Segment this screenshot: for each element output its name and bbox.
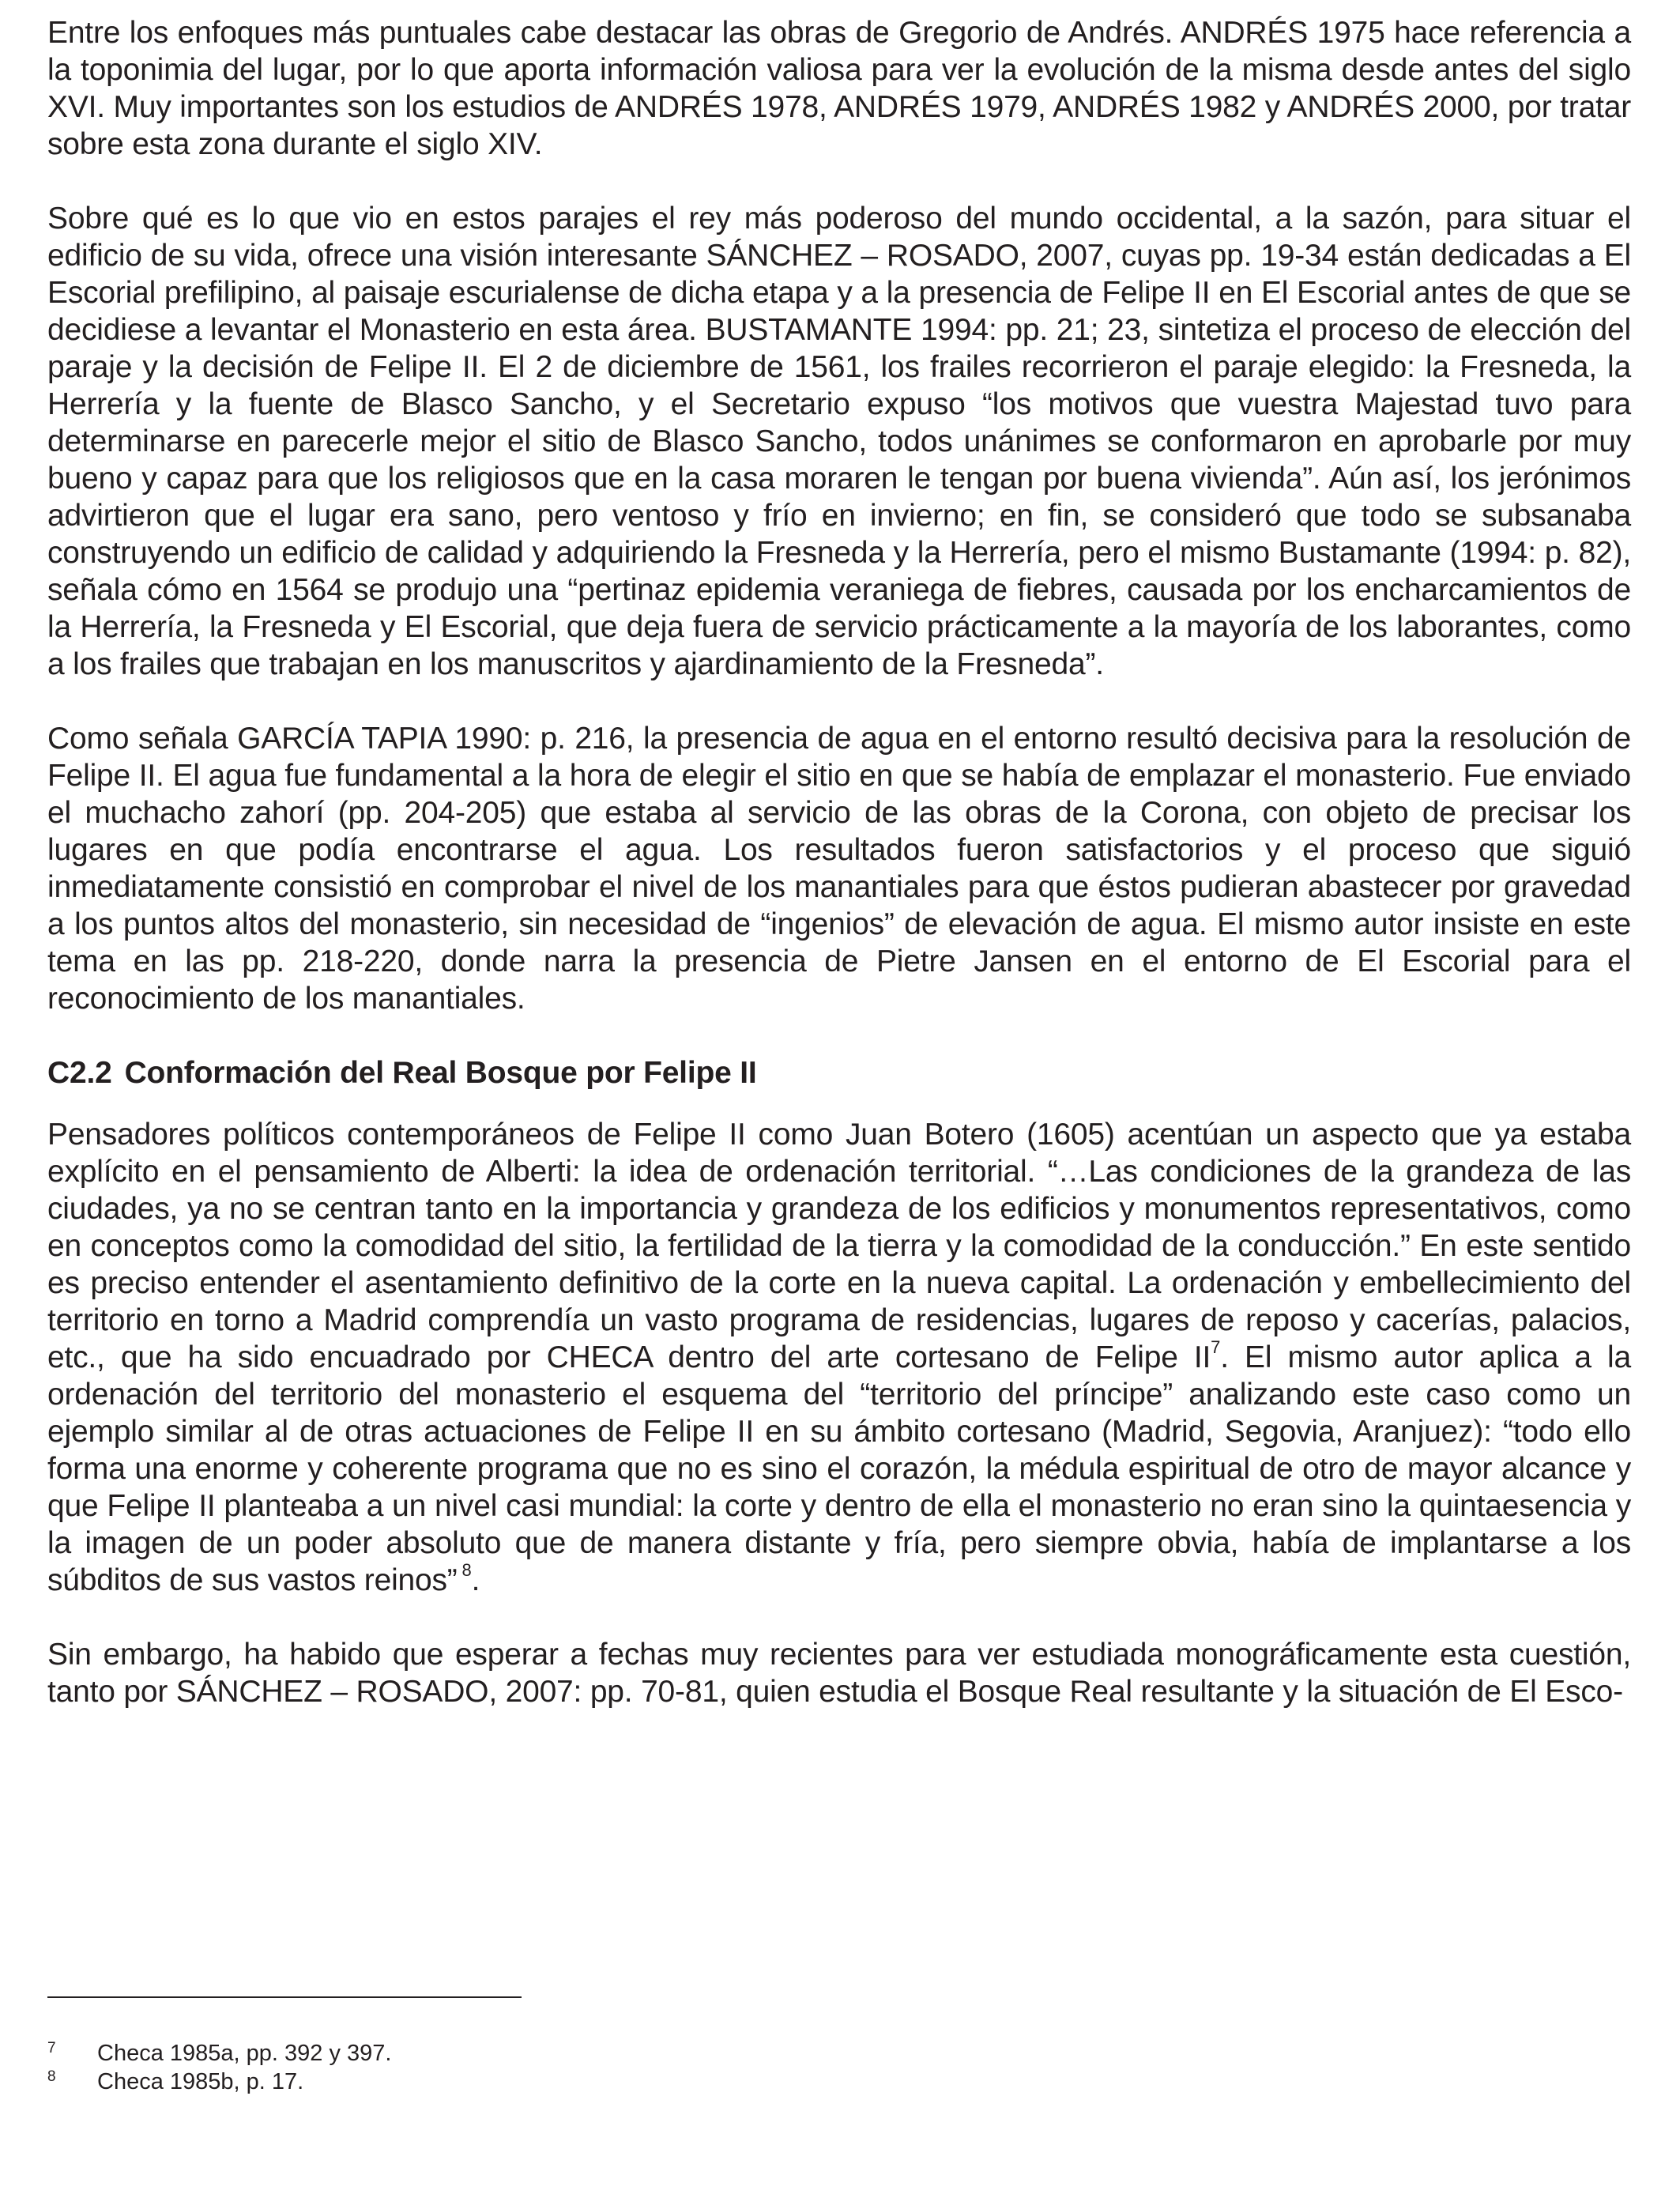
footnote-7 [47,2039,996,2068]
section-title: Conformación del Real Bosque por Felipe II [124,1056,757,1090]
document-body [47,14,1631,1710]
paragraph-recent-studies: Sin embargo, ha habido que esperar a fechas muy recientes para ver estudiada monográficamente esta cuestión, tanto por SÁNCHEZ – ROSADO, 2007: pp. 70-81, quien estudia el Bosque Real resultante y la situación de El Esco- [47,1638,1631,1709]
paragraph-water-presence: Como señala GARCÍA TAPIA 1990: p. 216, la presencia de agua en el entorno resultó decisiva para la resolución de Felipe II. El agua fue fundamental a la hora de elegir el sitio en que se había de emplazar el monasterio. Fue enviado el muchacho zahorí (pp. 204-205) que estaba al servicio de las obras de la Corona, con objeto de precisar los lugares en que podía encontrarse el agua. Los resultados fueron satisfactorios y el proceso que siguió inmediatamente consistió en comprobar el nivel de los manantiales para que éstos pudieran abastecer por gravedad a los puntos altos del monasterio, sin necesidad de “ingenios” de elevación de agua. El mismo autor insiste en este tema en las pp. 218-220, donde narra la presencia de Pietre Jansen en el entorno de El Escorial para el reconocimiento de los manantiales. [47,722,1631,1016]
footnote-8 [47,2068,996,2096]
footnote-text: Checa 1985a, pp. 392 y 397. [97,2041,392,2066]
paragraph-text-part-2: . El mismo autor aplica a la ordenación del territorio del monasterio el esquema del “territorio del príncipe” analizando este caso como un ejemplo similar al de otras actuaciones de Felipe II en su ámbito cortesano (Madrid, Segovia, Aranjuez): “todo ello forma una enorme y coherente programa que no es sino el corazón, la médula espiritual de otro de mayor alcance y que Felipe II planteaba a un nivel casi mundial: la corte y dentro de ella el monasterio no eran sino la quintaesencia y la imagen de un poder absoluto que de manera distante y fría, pero siempre obvia, había de implantarse a los súbditos de sus vastos reinos” [47,1340,1631,1597]
paragraph-text-part-3: . [471,1563,480,1597]
footnotes [47,2039,996,2096]
footnote-separator [47,1996,522,1998]
footnote-reference-8[interactable]: 8 [457,1560,472,1580]
section-number: C2.2 [47,1056,112,1090]
footnote-number: 7 [47,2040,56,2056]
section-heading [47,1054,1631,1091]
footnote-reference-7[interactable]: 7 [1211,1337,1221,1357]
footnote-number: 8 [47,2068,56,2085]
paragraph-territorial-ordering [47,1116,1631,1599]
paragraph-site-selection: Sobre qué es lo que vio en estos parajes el rey más poderoso del mundo occidental, a la sazón, para situar el edificio de su vida, ofrece una visión interesante SÁNCHEZ – ROSADO, 2007, cuyas pp. 19-34 están dedicadas a El Escorial prefilipino, al paisaje escurialense de dicha etapa y a la presencia de Felipe II en El Escorial antes de que se decidiese a levantar el Monasterio en esta área. BUSTAMANTE 1994: pp. 21; 23, sintetiza el proceso de elección del paraje y la decisión de Felipe II. El 2 de diciembre de 1561, los frailes recorrieron el paraje elegido: la Fresneda, la Herrería y la fuente de Blasco Sancho, y el Secretario expuso “los motivos que vuestra Majestad tuvo para determinarse en parecerle mejor el sitio de Blasco Sancho, todos unánimes se conformaron en aprobarle por muy bueno y capaz para que los religiosos que en la casa moraren le tengan por buena vivienda”. Aún así, los jerónimos advirtieron que el lugar era sano, pero ventoso y frío en invierno; en fin, se consideró que todo se subsanaba construyendo un edificio de calidad y adquiriendo la Fresneda y la Herrería, pero el mismo Bustamante (1994: p. 82), señala cómo en 1564 se produjo una “pertinaz epidemia veraniega de fiebres, causada por los encharcamientos de la Herrería, la Fresneda y El Escorial, que deja fuera de servicio prácticamente a la mayoría de los laborantes, como a los frailes que trabajan en los manuscritos y ajardinamiento de la Fresneda”. [47,202,1631,681]
paragraph-andres-works: Entre los enfoques más puntuales cabe destacar las obras de Gregorio de Andrés. ANDRÉS 1975 hace referencia a la toponimia del lugar, por lo que aporta información valiosa para ver la evolución de la misma desde antes del siglo XVI. Muy importantes son los estudios de ANDRÉS 1978, ANDRÉS 1979, ANDRÉS 1982 y ANDRÉS 2000, por tratar sobre esta zona durante el siglo XIV. [47,16,1631,161]
paragraph-text-part-1: Pensadores políticos contemporáneos de Felipe II como Juan Botero (1605) acentúan un aspecto que ya estaba explícito en el pensamiento de Alberti: la idea de ordenación territorial. “…Las condiciones de la grandeza de las ciudades, ya no se centran tanto en la importancia y grandeza de los edificios y monumentos representativos, como en conceptos como la comodidad del sitio, la fertilidad de la tierra y la comodidad de la conducción.” En este sentido es preciso entender el asentamiento definitivo de la corte en la nueva capital. La ordenación y embellecimiento del territorio en torno a Madrid comprendía un vasto programa de residencias, lugares de reposo y cacerías, palacios, etc., que ha sido encuadrado por CHECA dentro del arte cortesano de Felipe II [47,1118,1631,1374]
footnote-text: Checa 1985b, p. 17. [97,2069,304,2094]
